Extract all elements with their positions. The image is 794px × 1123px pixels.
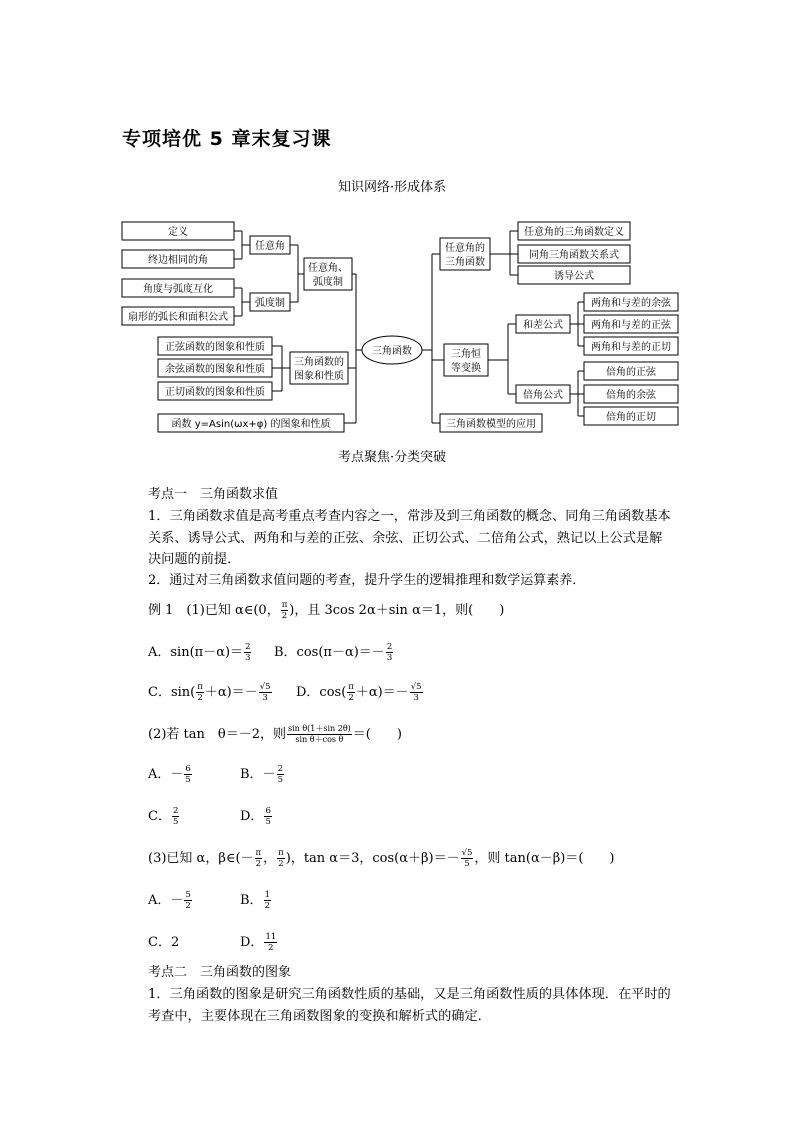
map-label-definition: 定义 (168, 227, 188, 238)
kp1-paragraph-2: 2．通过对三角函数求值问题的考查，提升学生的逻辑推理和数学运算素养． (148, 573, 586, 588)
q2-option-c: C． $\frac{2}{5}$ (148, 806, 179, 827)
map-label-same-angle: 同角三角函数关系式 (529, 250, 619, 261)
map-label-trig-def: 任意角的三角函数定义 (524, 227, 624, 238)
map-label-asin: 函数 y=Asin(ωx+φ) 的图象和性质 (171, 419, 331, 430)
q1-option-b: B．cos(π－α)＝－ $\frac{2}{3}$ (274, 642, 393, 663)
kp2-paragraph-1: 1．三角函数的图象是研究三角函数性质的基础，又是三角函数性质的具体体现．在平时的考查中，主要体现在三角函数图象的变换和解析式的确定． (148, 987, 671, 1024)
page-title: 专项培优 5 章末复习课 (122, 128, 332, 150)
q3-option-a: A．－ $\frac{5}{2}$ (148, 890, 191, 911)
kp1-paragraph-1: 1．三角函数求值是高考重点考查内容之一，常涉及到三角函数的概念、同角三角函数基本关系、诱导公式、两角和与差的正弦、余弦、正切公式、二倍角公式，熟记以上公式是解决问题的前提． (148, 509, 671, 567)
map-label-radian: 弧度制 (255, 298, 285, 309)
kp2-title: 考点二 三角函数的图象 (148, 965, 292, 980)
map-label-double-sin: 倍角的正弦 (606, 367, 656, 378)
map-label-tangent: 正切函数的图象和性质 (165, 387, 265, 398)
q3-option-c: C．2 (148, 935, 180, 950)
map-label-double-tan: 倍角的正切 (606, 412, 656, 423)
q1-option-d: D．cos( $\frac{\pi}{2}$ ＋α)＝－ $\frac{√5}{3}$ (296, 682, 422, 703)
example-q3: (3)已知 α，β∈(－ $\frac{\pi}{2}$ ， $\frac{\pi}{2}$ )，tan α＝3，cos(α＋β)＝－ $\frac{√5}{5}$ ，则 tan(α－β)＝( ) (148, 848, 615, 869)
map-label-sine: 正弦函数的图象和性质 (165, 342, 265, 353)
map-label-arbitrary-trig-1: 任意角的 (445, 243, 485, 254)
map-label-model-application: 三角函数模型的应用 (446, 419, 536, 430)
example-q1: 例 1 (1)已知 α∈(0， $\frac{\pi}{2}$ )，且 3cos 2α＋sin α＝1，则( ) (148, 600, 505, 621)
map-label-sector: 扇形的弧长和面积公式 (128, 312, 228, 323)
map-label-angle-radian-2: 弧度制 (313, 277, 343, 288)
map-label-sum-tan: 两角和与差的正切 (591, 342, 671, 353)
map-label-angle-radian-1: 任意角、 (308, 263, 348, 274)
q1-option-c: C．sin( $\frac{\pi}{2}$ ＋α)＝－ $\frac{√5}{3}$ (148, 682, 271, 703)
map-label-degree-radian: 角度与弧度互化 (143, 284, 213, 295)
map-label-sum-diff: 和差公式 (523, 320, 563, 331)
map-label-sum-cos: 两角和与差的余弦 (591, 298, 671, 309)
q2-option-d: D． $\frac{6}{5}$ (240, 806, 271, 827)
section-heading-knowledge: 知识网络·形成体系 (338, 180, 447, 195)
q2-option-b: B．－ $\frac{2}{5}$ (240, 764, 283, 785)
map-label-induction: 诱导公式 (554, 271, 594, 282)
section-heading-exam: 考点聚焦·分类突破 (338, 450, 447, 465)
map-label-graph-property-2: 图象和性质 (294, 371, 344, 382)
q1-option-a: A．sin(π－α)＝ $\frac{2}{3}$ (148, 642, 251, 663)
map-label-identity-transform-1: 三角恒 (451, 349, 481, 360)
q3-option-b: B． $\frac{1}{2}$ (240, 890, 270, 911)
map-label-identity-transform-2: 等变换 (451, 363, 481, 374)
map-label-center: 三角函数 (372, 346, 412, 357)
map-label-arbitrary-angle: 任意角 (255, 241, 285, 252)
map-label-cosine: 余弦函数的图象和性质 (165, 364, 265, 375)
map-label-double-angle: 倍角公式 (523, 390, 563, 401)
q2-option-a: A．－ $\frac{6}{5}$ (148, 764, 191, 785)
knowledge-map (0, 0, 794, 440)
map-label-graph-property-1: 三角函数的 (294, 357, 344, 368)
map-label-sum-sin: 两角和与差的正弦 (591, 320, 671, 331)
map-label-coterminal: 终边相同的角 (148, 255, 208, 266)
map-label-double-cos: 倍角的余弦 (606, 390, 656, 401)
map-label-arbitrary-trig-2: 三角函数 (445, 257, 485, 268)
q3-option-d: D． $\frac{11}{2}$ (240, 932, 277, 953)
example-q2: (2)若 tan θ＝－2，则 $\frac{\text{sin θ(1＋sin 2θ)}}{\text{sin θ＋cos θ}}$ ＝( ) (148, 724, 402, 744)
kp1-title: 考点一 三角函数求值 (148, 487, 279, 502)
